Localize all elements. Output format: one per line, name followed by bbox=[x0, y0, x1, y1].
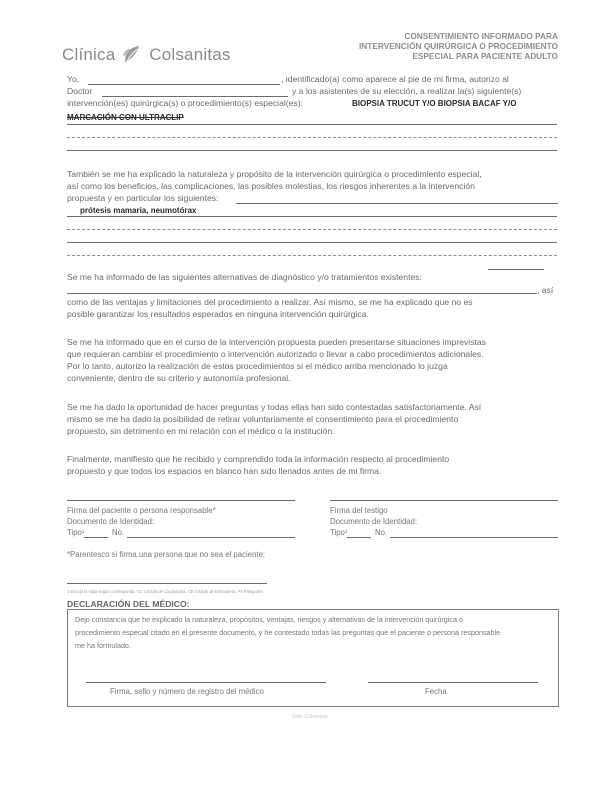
finalmente-line-1: Finalmente, manifiesto que he recibido y comprendido toda la información respecto al procedimiento bbox=[67, 454, 450, 464]
imprevistas-line-2: que requieran cambiar el procedimiento o intervención autorizado o llevar a cabo procedimientos adicionales. bbox=[67, 349, 484, 359]
preguntas-line-1: Se me ha dado la oportunidad de hacer preguntas y todas ellas han sido contestadas satisfactoriamente. Así bbox=[67, 402, 482, 412]
medico-date-label: Fecha bbox=[425, 687, 447, 696]
imprevistas-line-1: Se me ha informado que en el curso de la intervención propuesta pueden presentarse situaciones imprevistas bbox=[67, 337, 486, 347]
document-title bbox=[298, 31, 558, 61]
risks-line-1 bbox=[236, 203, 558, 204]
medico-line-2: procedimiento especial citado en el presente documento, y he contestado todas las preguntas que el paciente o persona responsable bbox=[75, 628, 501, 637]
logo-leaf-icon bbox=[121, 44, 143, 64]
intro-intervencion: intervención(es) quirúrgica(s) o procedimiento(s) especial(es): bbox=[67, 98, 303, 108]
alternativas-line-2: como de las ventajas y limitaciones del procedimiento a realizar. Así mismo, se me ha explicado que no es bbox=[67, 297, 473, 307]
patient-name-line bbox=[88, 84, 280, 85]
logo-colsanitas: Colsanitas bbox=[149, 45, 231, 64]
patient-no-label: No. bbox=[112, 528, 125, 537]
risks-line-4 bbox=[67, 242, 557, 243]
intro-yo: Yo, bbox=[67, 74, 80, 84]
parentesco-label: *Parentesco si firma una persona que no sea el paciente: bbox=[67, 550, 266, 559]
title-line-3: ESPECIAL PARA PACIENTE ADULTO bbox=[412, 51, 558, 61]
medico-declaration-box bbox=[67, 609, 559, 707]
alternativas-asi: , así bbox=[537, 285, 554, 295]
patient-tipo-line bbox=[84, 537, 108, 538]
witness-no-label: No. bbox=[375, 528, 388, 537]
preguntas-line-3: propuesto, sin detrimento en mi relación con el médico o la institución. bbox=[67, 426, 335, 436]
intro-identificado: , identificado(a) como aparece al pie de mi firma, autorizo al bbox=[281, 74, 509, 84]
risks-line-5 bbox=[67, 255, 557, 256]
witness-document-label: Documento de Identidad: bbox=[330, 517, 418, 526]
preguntas-line-2: mismo se me ha dado la posibilidad de retirar voluntariamente el consentimiento para el procedimiento bbox=[67, 414, 459, 424]
patient-signature-line bbox=[67, 500, 295, 501]
medico-line-3: me ha formulado. bbox=[75, 641, 131, 650]
naturaleza-line-3: propuesta y en particular los siguientes: bbox=[67, 193, 219, 203]
procedure-line-3 bbox=[67, 137, 557, 138]
witness-signature-label: Firma del testigo bbox=[330, 506, 388, 515]
witness-no-line bbox=[390, 537, 558, 538]
risks-line-3 bbox=[67, 229, 557, 230]
alternativas-line-1: Se me ha informado de las siguientes alternativas de diagnóstico y/o tratamientos existentes: bbox=[67, 272, 422, 282]
handwritten-procedure-1: BIOPSIA TRUCUT Y/O BIOPSIA BACAF Y/O bbox=[352, 99, 517, 108]
title-line-1: CONSENTIMIENTO INFORMADO PARA bbox=[404, 31, 558, 41]
naturaleza-line-1: También se me ha explicado la naturaleza y propósito de la intervención quirúrgica o procedimiento especial, bbox=[67, 169, 482, 179]
patient-no-line bbox=[127, 537, 295, 538]
medico-title: DECLARACIÓN DEL MÉDICO: bbox=[67, 599, 190, 609]
imprevistas-line-4: conveniente, dentro de su criterio y autonomía profesional. bbox=[67, 373, 291, 383]
procedure-line-4 bbox=[67, 150, 557, 151]
risks-line-2 bbox=[67, 216, 557, 217]
intro-asistentes: y a los asistentes de su elección, a realizar la(s) siguiente(s) bbox=[292, 86, 522, 96]
alternatives-short-line bbox=[488, 269, 544, 270]
alternatives-line bbox=[67, 293, 537, 294]
alternativas-line-3: posible garantizar los resultados esperados en ninguna intervención quirúrgica. bbox=[67, 309, 369, 319]
patient-document-label: Documento de Identidad: bbox=[67, 517, 155, 526]
patient-tipo-label: Tipo¹ bbox=[67, 528, 85, 537]
logo-clinica: Clínica bbox=[62, 45, 116, 64]
footer-stamp: Sello Colsanitas bbox=[292, 714, 328, 720]
title-line-2: INTERVENCIÓN QUIRÚRGICA O PROCEDIMIENTO bbox=[359, 41, 558, 51]
medico-date-line bbox=[368, 682, 538, 683]
witness-signature-line bbox=[330, 500, 558, 501]
footnote: 1 Escoja la sigla según corresponda: CC Cédula de Ciudadanía, CE Cédula de Extranjería, PA Pasaporte bbox=[67, 589, 263, 594]
logo bbox=[62, 44, 231, 65]
medico-signature-line bbox=[86, 682, 326, 683]
witness-tipo-line bbox=[347, 537, 371, 538]
imprevistas-line-3: Por lo tanto, autorizo la realización de estos procedimientos si el médico arriba mencionado lo juzga bbox=[67, 361, 448, 371]
witness-tipo-label: Tipo¹ bbox=[330, 528, 348, 537]
intro-doctor: Doctor bbox=[67, 86, 93, 96]
procedure-line-2 bbox=[67, 124, 557, 125]
patient-signature-label: Firma del paciente o persona responsable* bbox=[67, 506, 216, 515]
finalmente-line-2: propuesto y que todos los espacios en blanco han sido llenados antes de mi firma. bbox=[67, 466, 382, 476]
handwritten-risks: prótesis mamaria, neumotórax bbox=[80, 206, 197, 215]
medico-signature-label: Firma, sello y número de registro del médico bbox=[110, 687, 264, 696]
medico-line-1: Dejo constancia que he explicado la naturaleza, propósitos, ventajas, riesgos y alternativas de la intervención quirúrgica o bbox=[75, 615, 463, 624]
handwritten-procedure-2: MARCACIÓN CON ULTRACLIP bbox=[67, 113, 184, 122]
naturaleza-line-2: así como los beneficios, las complicaciones, las posibles molestias, los riesgos inherentes a la intervención bbox=[67, 181, 475, 191]
footnote-separator bbox=[67, 583, 267, 584]
